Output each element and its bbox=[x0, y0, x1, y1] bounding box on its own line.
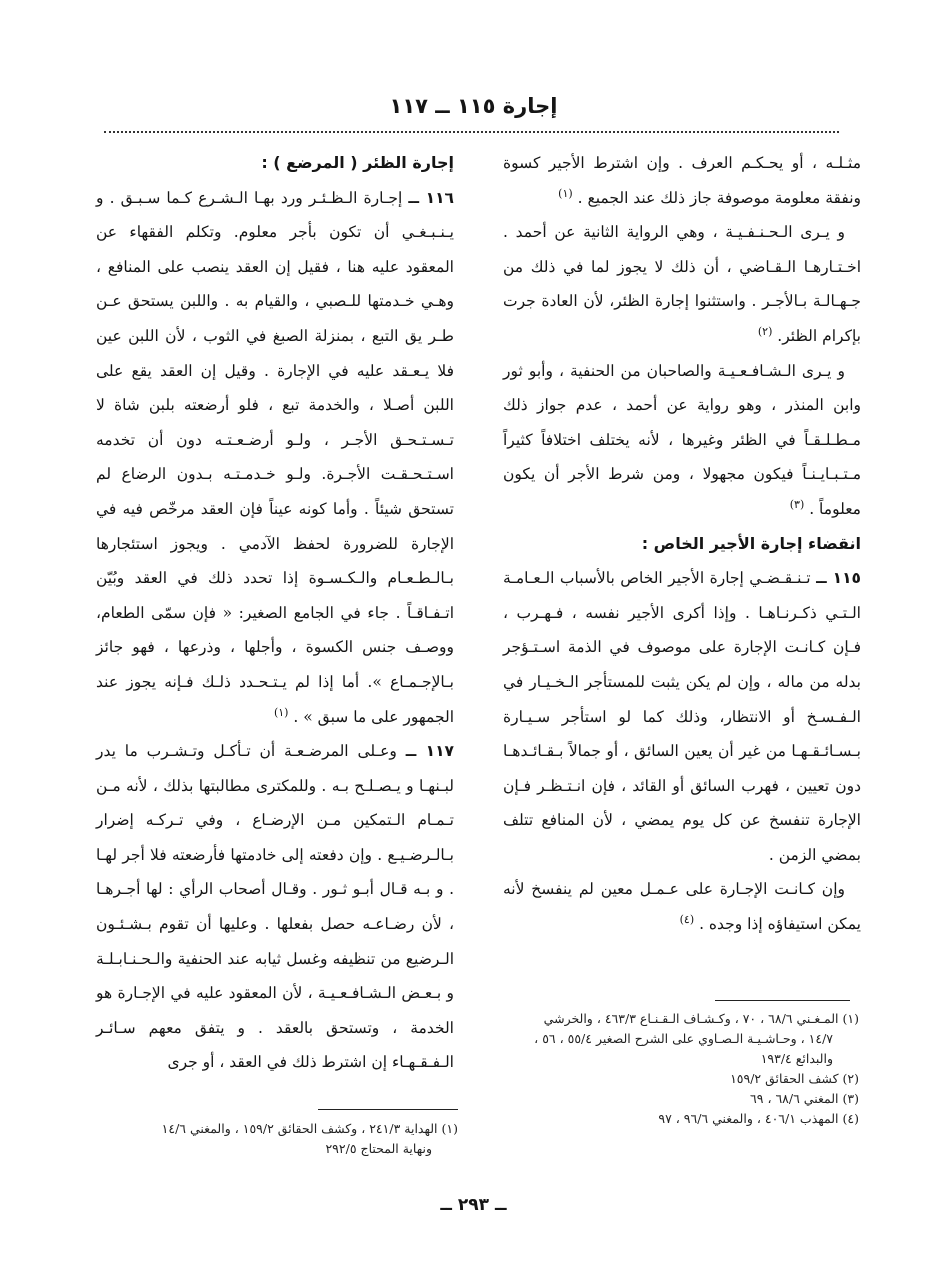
footnote-ref[interactable]: (١) bbox=[273, 705, 289, 719]
footnotes-right bbox=[503, 1009, 859, 1129]
section-heading: انقضاء إجارة الأجير الخاص : bbox=[641, 533, 861, 553]
paragraph bbox=[503, 354, 861, 527]
section-number: ١١٧ ــ bbox=[405, 742, 455, 761]
footnote-ref[interactable]: (٤) bbox=[679, 912, 695, 926]
section-116 bbox=[96, 181, 454, 735]
paragraph-text: مثـلـه ، أو يحـكـم العرف . وإن اشترط الأجير كسوة ونفقة معلومة موصوفة جاز ذلك عند الجميع . bbox=[503, 154, 861, 207]
paragraph-text: وإن كـانـت الإجـارة على عـمـل معين لم ينفسخ لأنه يمكن استيفاؤه إذا وجده . bbox=[503, 880, 861, 934]
section-text: وعـلى المرضـعـة أن تـأكـل وتـشـرب ما يدر لبـنهـا و يـصـلـح بـه . وللمكترى مطالبتها بذلك ، لأنه مـن تـمـام الـتمكين مـن الإرضـاع ، وفي تـركـه إضرار بـالـرضـيـع . وإن دفعته إلى خادمتها فأرضعته فلا أجر لهـا . و بـه قـال أبـو ثـور . وقـال أصحاب الرأي : لها أجـرهـا ، لأن رضـاعـه حصل بفعلها . وعليها أن تقوم بـشـئـون الـرضيع من تنظيفه وغسل ثيابه عند الحنفية والـحـنـابـلـة و بـعـض الـشـافـعـيـة ، لأن المعقود عليه في الإجـارة هو الخدمة ، وتستحق بالعقد . و يتفق معهم سـائـر الـفـقـهـاء إن اشترط ذلك في العقد ، أو جرى bbox=[96, 742, 454, 1072]
footnote-divider bbox=[715, 1000, 850, 1001]
footnote: (٣) المغني ٦٨/٦ ، ٦٩ bbox=[750, 1091, 859, 1106]
running-header: إجارة ١١٥ ــ ١١٧ bbox=[389, 94, 558, 118]
section-117 bbox=[96, 734, 454, 1080]
footnote-ref[interactable]: (٣) bbox=[789, 497, 805, 511]
footnote-ref[interactable]: (٢) bbox=[757, 324, 773, 338]
footnote-ref[interactable]: (١) bbox=[558, 186, 573, 200]
section-text: تـنـقـضـي إجارة الأجير الخاص بالأسباب الـعـامـة الـتـي ذكـرنـاهـا . وإذا أكرى الأجير نفسه ، فـهـرب ، فـإن كـانـت الإجارة على موصوف في الذمة اسـتـؤجر بدله من ماله ، وإن لم يكن يثبت للمستأجر الـخـيـار في الـفـسـخ أو الانتظار، وذلك كما لو استأجر سـيـارة بـسـائـقـهـا من غير أن يعين السائق ، أو جمالاً بـقـائـدهـا دون تعيين ، فهرب السائق أو القائد ، فإن انـتـظـر فـإن الإجارة تنفسخ عن كل يوم يمضي ، لأن المنافع تتلف بمضي الزمن . bbox=[503, 569, 861, 864]
paragraph-text: و يـرى الـشـافـعـيـة والصاحبان من الحنفية ، وأبو ثور وابن المنذر ، وهو رواية عن أحمد ، عدم جواز ذلك مـطـلـقـاً في الظئر وغيرها ، لأنه يختلف اختلافاً كثيراً مـتـبـايـنـاً فيكون مجهولا ، ومن شرط الأجر أن يكون معلوماً . bbox=[503, 361, 861, 518]
paragraph-text: و يـرى الـحـنـفـيـة ، وهي الرواية الثانية عن أحمد . اخـتـارهـا الـقـاضي ، أن ذلك لا يجوز لما في ذلك من جـهـالـة بـالأجـر . واستثنوا إجارة الظئر، لأن العادة جرت بإكرام الظئر. bbox=[503, 223, 861, 345]
section-number: ١١٦ ــ bbox=[408, 188, 454, 207]
paragraph bbox=[503, 215, 861, 353]
header-divider bbox=[104, 131, 839, 133]
paragraph bbox=[503, 146, 861, 215]
section-text: إجـارة الـظـئـر ورد بهـا الـشـرع كـما سـبـق . و يـنـبـغـي أن تكون بأجر معلوم. وتكلم الفقهاء عن المعقود عليه هنا ، فقيل إن العقد ينصب على المنافع ، وهـي خـدمتها للـصبي ، والقيام به . واللبن يستحق عـن طـر يق التبع ، بمنزلة الصبغ في الثوب ، لأن اللبن عين فلا يـعـقد عليه في الإجارة . وقيل إن العقد يقع على اللبن أصـلا ، والخدمة تبع ، فلو أرضعته بلبن شاة لا تـسـتـحـق الأجـر ، ولـو أرضـعـتـه دون أن تخدمه اسـتـحـقـت الأجـرة. ولـو خـدمـتـه بـدون الرضاع لم تستحق شيئاً . وأما كونه عيناً فإن العقد مرخّص فيه في الإجارة للضرورة لحفظ الآدمي . ويجوز استئجارها بـالـطـعـام والـكـسـوة إذا تحدد ذلك في العقد وبُيّن اتـفـاقـاً . جاء في الجامع الصغير: « فإن سمّى الطعام، ووصـف جنس الكسوة ، وأجلها ، وذرعها ، فهو جائز بـالإجـمـاع ». أما إذا لم يـتـحـدد ذلـك فـإنه يجوز عند الجمهور على ما سبق » . bbox=[96, 188, 454, 726]
footnote: (١) الهداية ٢٤١/٣ ، وكشف الحقائق ١٥٩/٢ ، والمغني ١٤/٦ bbox=[161, 1121, 458, 1136]
footnotes-left bbox=[96, 1119, 458, 1159]
section-115 bbox=[503, 561, 861, 872]
footnote-continuation: ونهاية المحتاج ٢٩٢/٥ bbox=[325, 1141, 432, 1156]
footnote-continuation: ١٤/٧ ، وحـاشـيـة الـصـاوي على الشرح الصغير ٥٥/٤ ، ٥٦ ، bbox=[534, 1031, 833, 1046]
paragraph bbox=[503, 872, 861, 941]
section-heading: إجارة الظئر ( المرضع ) : bbox=[261, 153, 454, 172]
footnote: (١) المـغـني ٦٨/٦ ، ٧٠ ، وكـشـاف الـقـنـاع ٤٦٣/٣ ، والخرشي bbox=[543, 1011, 859, 1026]
footnote: (٢) كشف الحقائق ١٥٩/٢ bbox=[730, 1071, 859, 1086]
page-number: ــ ٢٩٣ ــ bbox=[440, 1195, 507, 1215]
section-number: ١١٥ ــ bbox=[816, 569, 862, 588]
footnote-divider bbox=[318, 1109, 458, 1110]
footnote-continuation: والبدائع ١٩٣/٤ bbox=[760, 1051, 833, 1066]
footnote: (٤) المهذب ٤٠٦/١ ، والمغني ٩٦/٦ ، ٩٧ bbox=[658, 1111, 859, 1126]
right-column bbox=[503, 146, 861, 942]
left-column bbox=[96, 146, 454, 1080]
